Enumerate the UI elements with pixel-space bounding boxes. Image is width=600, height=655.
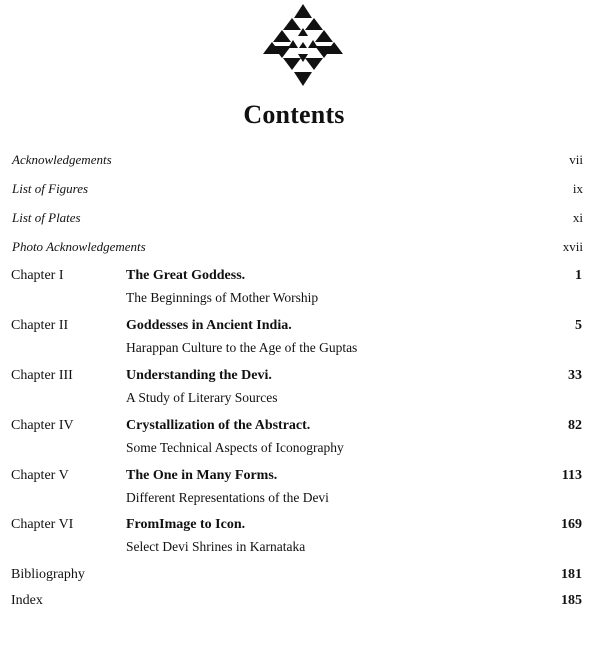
toc-entry-label: Photo Acknowledgements xyxy=(12,239,146,254)
chapter-label: Chapter VI xyxy=(11,517,74,532)
toc-entry-page: xvii xyxy=(562,239,583,254)
chapter-page: 5 xyxy=(575,318,582,333)
toc-entry-page: vii xyxy=(569,152,583,167)
toc-entry-page: xi xyxy=(572,210,583,225)
chapter-subtitle: Some Technical Aspects of Iconography xyxy=(126,440,344,455)
chapter-subtitle: Different Representations of the Devi xyxy=(126,490,329,505)
chapter-label: Chapter II xyxy=(11,318,69,333)
chapter-subtitle: A Study of Literary Sources xyxy=(126,390,278,405)
chapter-page: 33 xyxy=(568,368,582,383)
chapter-page: 82 xyxy=(568,418,582,433)
chapter-label: Chapter V xyxy=(11,468,69,483)
chapter-label: Chapter I xyxy=(11,268,64,283)
chapter-subtitle: Harappan Culture to the Age of the Guptas xyxy=(126,340,358,355)
chapter-title: Goddesses in Ancient India. xyxy=(126,318,292,333)
chapter-page: 1 xyxy=(575,268,582,283)
toc-entry-label: List of Figures xyxy=(12,181,89,196)
toc-entry-label: Index xyxy=(11,593,43,608)
chapter-page: 113 xyxy=(561,468,582,483)
chapter-title: Understanding the Devi. xyxy=(126,368,272,383)
chapter-title: The One in Many Forms. xyxy=(126,468,278,483)
chapter-label: Chapter IV xyxy=(11,418,74,433)
chapter-title: Crystallization of the Abstract. xyxy=(126,418,311,433)
sri-yantra-icon xyxy=(260,2,346,88)
toc-entry-label: Bibliography xyxy=(11,567,85,582)
toc-entry-page: 185 xyxy=(561,593,582,608)
yantra-emblem xyxy=(260,2,346,88)
chapter-page: 169 xyxy=(561,517,582,532)
toc-entry-label: Acknowledgements xyxy=(12,152,112,167)
page-title: Contents xyxy=(243,100,345,129)
chapter-title: The Great Goddess. xyxy=(126,268,246,283)
chapter-subtitle: The Beginnings of Mother Worship xyxy=(126,290,319,305)
toc-entry-page: 181 xyxy=(561,567,582,582)
toc-entry-label: List of Plates xyxy=(12,210,81,225)
chapter-title: FromImage to Icon. xyxy=(126,517,246,532)
chapter-subtitle: Select Devi Shrines in Karnataka xyxy=(126,539,306,554)
chapter-label: Chapter III xyxy=(11,368,73,383)
toc-entry-page: ix xyxy=(572,181,583,196)
